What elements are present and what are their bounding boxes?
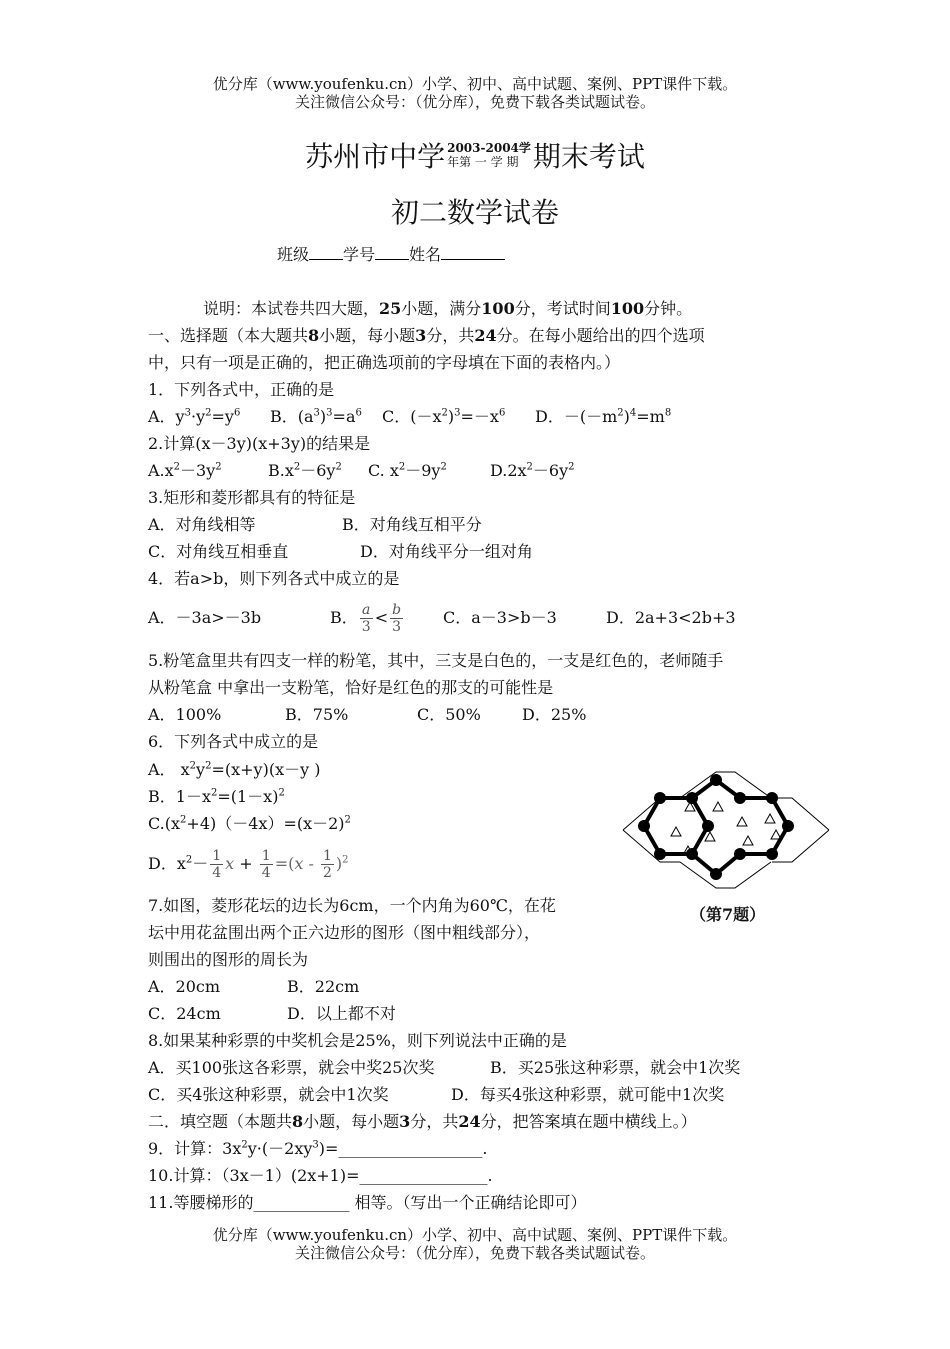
question-7-line-3: 则围出的图形的周长为 — [148, 950, 309, 969]
instructions: 说明：本试卷共四大题，25小题，满分100分，考试时间100分钟。 — [203, 299, 693, 318]
question-3-option-b: B．对角线互相平分 — [342, 515, 482, 534]
question-8-option-c: C．买4张这种彩票，就会中1次奖 — [148, 1085, 389, 1104]
question-8-option-a: A．买100张这各彩票，就会中奖25次奖 — [148, 1058, 435, 1077]
question-8: 8.如果某种彩票的中奖机会是25%，则下列说法中正确的是 — [148, 1031, 567, 1050]
question-6-option-d: D．$x^2-$ $\frac{1}{4}$ x + $\frac{1}{4}$ =(x - $\frac{1}{2}$ )$^2$ — [148, 848, 349, 881]
question-4-option-c: C．a－3>b－3 — [443, 608, 557, 627]
question-1-options: A．$y^3\cdot y^2=y^6$ B．$(a^3)^3=a^6$ C．$(-x^2)^3=-x^6$ D．$-(-m^2)^4=m^8$ — [148, 407, 672, 426]
question-8-option-b: B．买25张这种彩票，就会中1次奖 — [490, 1058, 741, 1077]
question-6-option-b: B．$1-x^2=(1-x)^2$ — [148, 787, 285, 806]
question-6-option-c: $C.(x^2+4)(-4x)=(x-2)^2$ — [148, 814, 351, 833]
header-line-1: 优分库（www.youfenku.cn）小学、初中、高中试题、案例、PPT课件下载。 — [212, 75, 738, 93]
section2-heading: 二．填空题（本题共8小题，每小题3分，共24分，把答案填在题中横线上。） — [148, 1112, 697, 1131]
exam-name: 期末考试 — [532, 140, 645, 173]
question-5-option-c: C．50% — [417, 705, 481, 724]
subject-title: 初二数学试卷 — [390, 196, 559, 229]
exam-title — [0, 135, 950, 185]
question-3-option-d: D．对角线平分一组对角 — [360, 542, 533, 561]
school-name: 苏州市中学 — [305, 140, 446, 173]
question-5-option-b: B．75% — [285, 705, 349, 724]
question-7-option-b: B．22cm — [287, 977, 360, 996]
question-6: 6．下列各式中成立的是 — [148, 732, 319, 751]
question-10: 10.计算：（3x－1）(2x+1)=________________. — [148, 1166, 493, 1185]
question-2-options: $A.x^2-3y^2$ $B.x^2-6y^2$ C. $x^2-9y^2$ $D.2x^2-6y^2$ — [148, 461, 575, 480]
question-6-option-a: A． $x^2y^2=(x+y)(x-y$ ) — [148, 760, 321, 779]
footer-line-1: 优分库（www.youfenku.cn）小学、初中、高中试题、案例、PPT课件下载。 — [212, 1226, 738, 1244]
question-3-option-a: A．对角线相等 — [148, 515, 256, 534]
question-7-option-a: A．20cm — [148, 977, 221, 996]
question-1: 1．下列各式中，正确的是 — [148, 380, 335, 399]
question-7-line-1: 7.如图，菱形花坛的边长为6cm，一个内角为60℃，在花 — [148, 896, 556, 915]
figure-caption: （第7题） — [690, 905, 766, 924]
rhombus-hexagon-figure — [620, 770, 832, 902]
question-5-line-2: 从粉笔盒 中拿出一支粉笔，恰好是红色的那支的可能性是 — [148, 678, 554, 697]
question-4-option-d: D．2a+3<2b+3 — [606, 608, 736, 627]
section1-heading-line2: 中，只有一项是正确的，把正确选项前的字母填在下面的表格内。） — [148, 353, 621, 372]
question-4-option-a: A．－3a>－3b — [148, 608, 262, 627]
section1-heading: 一、选择题（本大题共8小题，每小题3分，共24分。在每小题给出的四个选项 — [148, 326, 705, 345]
header-line-2: 关注微信公众号：（优分库），免费下载各类试题试卷。 — [294, 93, 655, 111]
question-4-option-b: B． $\frac{a}{3}$ < $\frac{b}{3}$ — [330, 602, 402, 635]
question-9: 9．计算：$3x^2y\cdot(-2xy^3)=\_\_\_\_\_\_\_\_\_\_\_\_\_\_\_\_\_\_$. — [148, 1139, 488, 1158]
question-5-option-d: D．25% — [522, 705, 587, 724]
school-year: 2003-2004学 年第 一 学 期 — [447, 141, 531, 169]
student-info: 班级 学号 姓名 — [277, 245, 505, 265]
question-5-line-1: 5.粉笔盒里共有四支一样的粉笔，其中，三支是白色的，一支是红色的，老师随手 — [148, 651, 724, 670]
footer-line-2: 关注微信公众号：（优分库），免费下载各类试题试卷。 — [294, 1244, 655, 1262]
question-3-option-c: C．对角线互相垂直 — [148, 542, 289, 561]
question-8-option-d: D．每买4张这种彩票，就可能中1次奖 — [451, 1085, 725, 1104]
question-2: 2.计算(x－3y)(x+3y)的结果是 — [148, 434, 371, 453]
question-11: 11.等腰梯形的____________ 相等。（写出一个正确结论即可） — [148, 1193, 587, 1212]
question-3: 3.矩形和菱形都具有的特征是 — [148, 488, 356, 507]
question-5-option-a: A．100% — [148, 705, 222, 724]
rhombus-hexagon-diagram — [620, 770, 832, 902]
question-7-option-c: C．24cm — [148, 1004, 221, 1023]
question-4: 4．若a>b，则下列各式中成立的是 — [148, 569, 400, 588]
question-7-line-2: 坛中用花盆围出两个正六边形的图形（图中粗线部分）， — [148, 923, 541, 942]
question-7-option-d: D．以上都不对 — [287, 1004, 396, 1023]
